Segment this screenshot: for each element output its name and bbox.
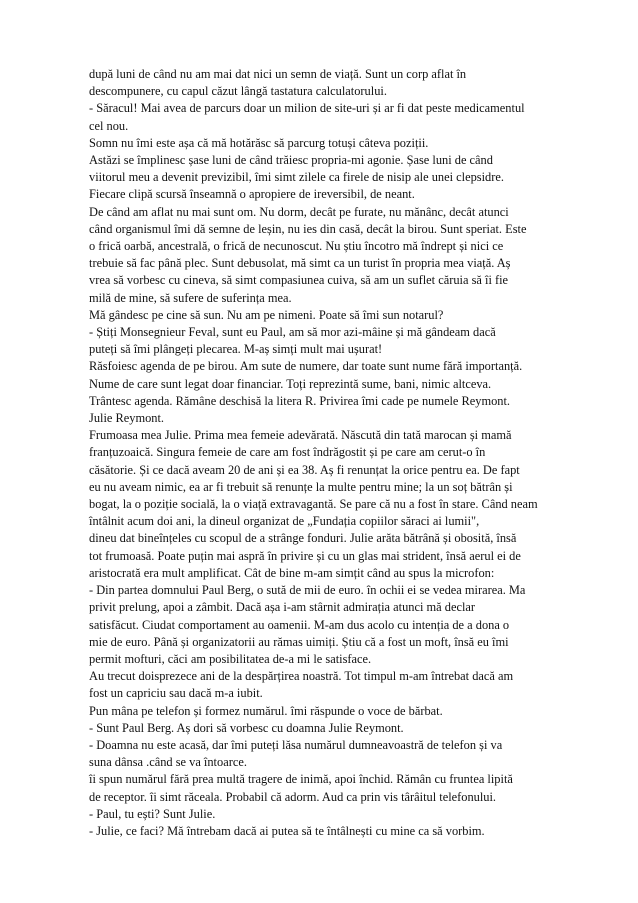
text-line: întâlnit acum doi ani, la dineul organizat de „Fundația copiilor săraci ai lumii", [89, 514, 480, 529]
text-line: după luni de când nu am mai dat nici un semn de viață. Sunt un corp aflat în [89, 67, 467, 81]
text-line: aristocrată era mult amplificat. Cât de bine m-am simțit când au spus la microfon: [89, 565, 495, 580]
text-line: când organismul îmi dă semne de leșin, nu ies din casă, decât la birou. Sunt speriat. Este [89, 221, 527, 236]
text-line: Julie Reymont. [89, 411, 165, 426]
text-line: Fiecare clipă scursă înseamnă o apropiere de ireversibil, de neant. [89, 187, 415, 202]
text-line: - Doamna nu este acasă, dar îmi puteți lăsa numărul dumneavoastră de telefon și va [89, 737, 503, 752]
text-line: Pun mâna pe telefon și formez numărul. îmi răspunde o voce de bărbat. [89, 703, 443, 718]
text-line: vrea să vorbesc cu cineva, să simt compasiunea cuiva, să am un suflet căruia să îi fie [89, 273, 509, 288]
text-line: permit mofturi, căci am posibilitatea de-a mi le satisface. [89, 651, 372, 666]
text-line: viitorul meu a devenit previzibil, îmi simt zilele ca firele de nisip ale unei clepsidre. [89, 170, 504, 185]
text-line: - Julie, ce faci? Mă întrebam dacă ai putea să te întâlnești cu mine ca să vorbim. [89, 823, 485, 838]
text-line: tot frumoasă. Poate puțin mai aspră în privire și cu un glas mai strident, însă aerul ei de [89, 548, 521, 563]
text-line: franțuzoaică. Singura femeie de care am fost îndrăgostit și pe care am cerut-o în [89, 445, 486, 460]
text-line: puteți să îmi plângeți plecarea. M-aș simți mult mai ușurat! [89, 342, 383, 357]
text-line: - Sunt Paul Berg. Aș dori să vorbesc cu doamna Julie Reymont. [89, 720, 404, 735]
text-line: îi spun numărul fără prea multă tragere de inimă, apoi închid. Rămân cu fruntea lipită [89, 772, 513, 787]
text-line: - Din partea domnului Paul Berg, o sută de mii de euro. în ochii ei se vedea mirarea. Ma [89, 583, 526, 598]
text-line: dineu dat bineînțeles cu scopul de a strânge fonduri. Julie arăta bătrână și obosită, însă [89, 531, 517, 546]
text-line: de receptor. îi simt răceala. Probabil că adorm. Aud ca prin vis târâitul telefonului. [89, 789, 497, 804]
text-line: bogat, la o poziție socială, la o viață extravagantă. Se pare că nu a fost în stare. Când neam [89, 497, 538, 512]
text-line: - Săracul! Mai avea de parcurs doar un milion de site-uri și ar fi dat peste medicamentul [89, 101, 525, 116]
text-line: milă de mine, să sufere de suferința mea. [89, 290, 292, 305]
text-line: privit prelung, apoi a zâmbit. Dacă așa i-am stârnit admirația atunci mă declar [89, 600, 476, 615]
text-line: Nume de care sunt legat doar financiar. Toți reprezintă sume, bani, nimic altceva. [89, 376, 492, 391]
text-line: satisfăcut. Ciudat comportament au oamenii. M-am dus acolo cu intenția de a dona o [89, 617, 510, 632]
text-line: Frumoasa mea Julie. Prima mea femeie adevărată. Născută din tată marocan și mamă [89, 428, 512, 443]
text-line: mie de euro. Până și organizatorii au rămas uimiți. Știu că a fost un moft, însă eu îmi [89, 634, 509, 649]
text-line: Mă gândesc pe cine să sun. Nu am pe nimeni. Poate să îmi sun notarul? [89, 307, 444, 322]
text-line: Au trecut doisprezece ani de la despărțirea noastră. Tot timpul m-am întrebat dacă am [89, 669, 514, 684]
text-line: descompunere, cu capul căzut lângă tastatura calculatorului. [89, 84, 387, 99]
text-line: trebuie să fac până plec. Sunt debusolat, mă simt ca un turist în propria mea viață. Aș [89, 256, 511, 271]
text-line: căsătorie. Și ce dacă aveam 20 de ani și ea 38. Aș fi renunțat la orice pentru ea. De fapt [89, 462, 520, 477]
text-line: Astăzi se împlinesc șase luni de când trăiesc propria-mi agonie. Șase luni de când [89, 153, 493, 168]
text-line: De când am aflat nu mai sunt om. Nu dorm, decât pe furate, nu mănânc, decât atunci [89, 204, 509, 219]
text-line: eu nu aveam nimic, ea ar fi trebuit să renunțe la multe pentru mine; la un soț bătrân și [89, 479, 513, 494]
text-line: fost un capriciu sau dacă m-a iubit. [89, 686, 263, 701]
text-line: - Știți Monsegnieur Feval, sunt eu Paul, am să mor azi-mâine și mă gândeam dacă [89, 325, 496, 340]
text-line: suna dânsa .când se va întoarce. [89, 755, 247, 770]
document-page [89, 66, 569, 840]
text-line: Somn nu îmi este așa că mă hotărăsc să parcurg totuși câteva poziții. [89, 135, 429, 150]
text-line: - Paul, tu ești? Sunt Julie. [89, 806, 216, 821]
text-line: Trântesc agenda. Rămâne deschisă la litera R. Privirea îmi cade pe numele Reymont. [89, 393, 511, 408]
text-line: Răsfoiesc agenda de pe birou. Am sute de numere, dar toate sunt nume fără importanță. [89, 359, 523, 374]
text-line: o frică oarbă, ancestrală, o frică de necunoscut. Nu știu încotro mă îndrept și nici ce [89, 239, 504, 254]
text-line: cel nou. [89, 118, 129, 133]
